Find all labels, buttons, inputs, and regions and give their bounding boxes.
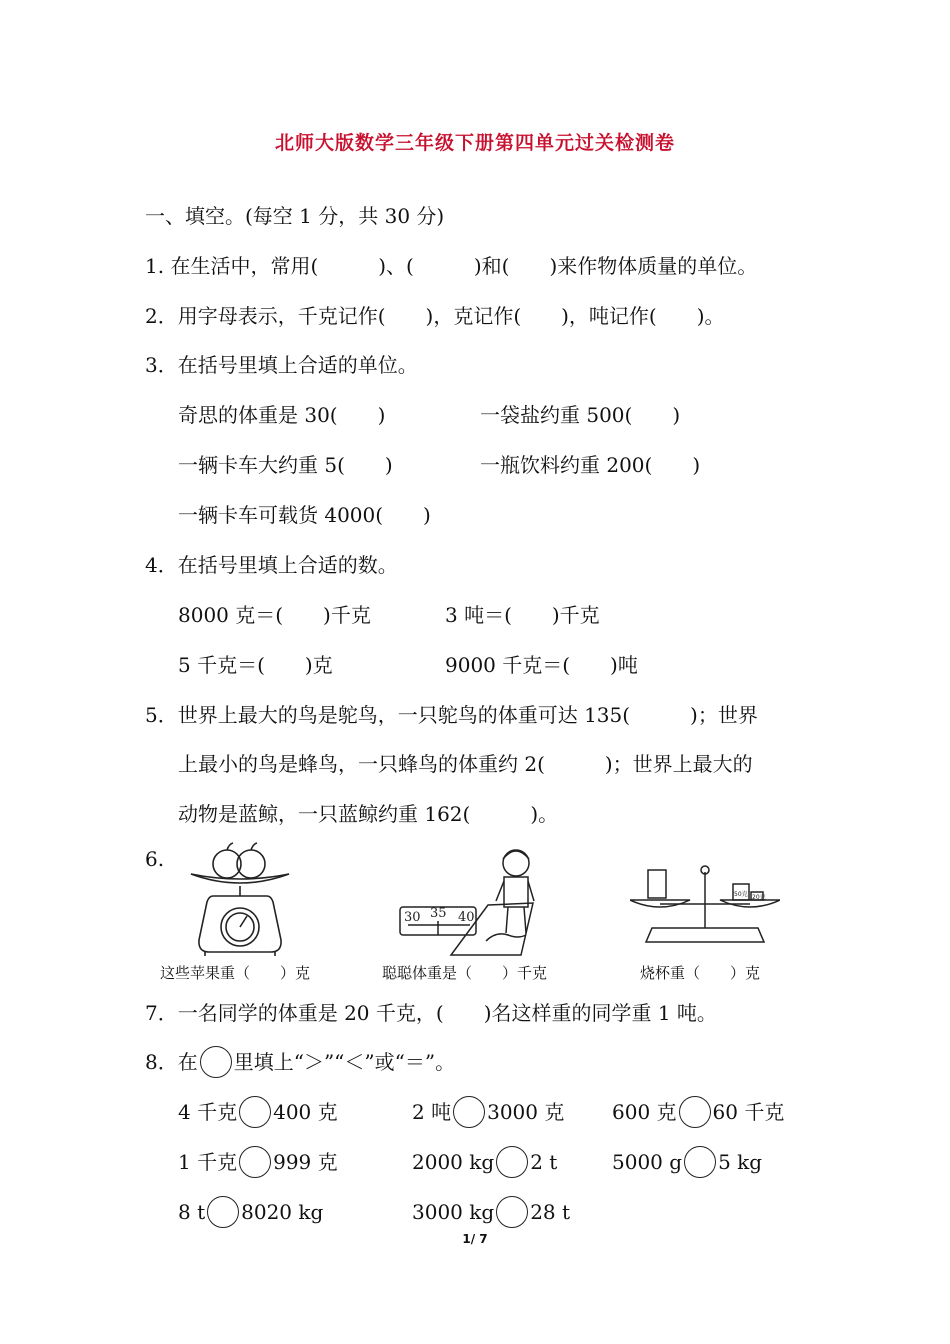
compare-item: 5000 g 5 kg xyxy=(612,1148,762,1178)
apple-scale-illustration xyxy=(185,842,295,960)
question-3-stem: 3．在括号里填上合适的单位。 xyxy=(145,353,418,377)
question-4-item: 8000 克＝( )千克 xyxy=(178,603,371,627)
balance-scale-illustration xyxy=(630,852,780,952)
compare-circle[interactable] xyxy=(207,1196,239,1228)
boy-head-icon xyxy=(503,850,529,876)
question-4-item: 5 千克＝( )克 xyxy=(178,653,333,677)
weight-label: 20克 xyxy=(752,894,766,901)
question-4-item: 9000 千克＝( )吨 xyxy=(445,653,638,677)
question-5-line: 上最小的鸟是蜂鸟，一只蜂鸟的体重约 2( )；世界上最大的 xyxy=(178,752,753,776)
compare-circle[interactable] xyxy=(684,1146,716,1178)
compare-item: 600 克 60 千克 xyxy=(612,1098,784,1128)
compare-circle[interactable] xyxy=(453,1096,485,1128)
section-heading: 一、填空。(每空 1 分，共 30 分) xyxy=(145,204,445,228)
question-3-item: 一袋盐约重 500( ) xyxy=(480,403,681,427)
weight-label: 50克 xyxy=(734,891,748,898)
compare-circle[interactable] xyxy=(679,1096,711,1128)
circle-blank-icon xyxy=(200,1046,232,1078)
question-3-item: 一辆卡车大约重 5( ) xyxy=(178,453,393,477)
question-4-stem: 4．在括号里填上合适的数。 xyxy=(145,553,398,577)
compare-circle[interactable] xyxy=(239,1146,271,1178)
compare-item: 2 吨 3000 克 xyxy=(412,1098,564,1128)
question-7: 7．一名同学的体重是 20 千克，( )名这样重的同学重 1 吨。 xyxy=(145,1001,717,1025)
scale-number: 35 xyxy=(430,906,447,921)
question-6-number: 6. xyxy=(145,847,165,871)
scale-number: 30 xyxy=(404,910,421,925)
compare-item: 2000 kg 2 t xyxy=(412,1148,557,1178)
compare-circle[interactable] xyxy=(496,1196,528,1228)
compare-item: 4 千克 400 克 xyxy=(178,1098,338,1128)
question-3-item: 一瓶饮料约重 200( ) xyxy=(480,453,701,477)
question-8-stem: 8．在 里填上“＞”“＜”或“＝”。 xyxy=(145,1048,455,1078)
boy-caption: 聪聪体重是（ ）千克 xyxy=(382,964,548,982)
question-2: 2．用字母表示，千克记作( )，克记作( )，吨记作( )。 xyxy=(145,304,725,328)
question-3-item: 一辆卡车可载货 4000( ) xyxy=(178,503,431,527)
question-1: 1. 在生活中，常用( )、( )和( )来作物体质量的单位。 xyxy=(145,254,758,278)
question-4-item: 3 吨＝( )千克 xyxy=(445,603,600,627)
page-number: 1/ 7 xyxy=(462,1232,488,1246)
body-scale-illustration xyxy=(398,845,558,960)
question-3-item: 奇思的体重是 30( ) xyxy=(178,403,386,427)
scale-number: 40 xyxy=(458,910,475,925)
compare-item: 8 t 8020 kg xyxy=(178,1198,323,1228)
page-title: 北师大版数学三年级下册第四单元过关检测卷 xyxy=(274,132,675,154)
compare-circle[interactable] xyxy=(496,1146,528,1178)
compare-item: 3000 kg 28 t xyxy=(412,1198,570,1228)
question-5-line: 5．世界上最大的鸟是鸵鸟，一只鸵鸟的体重可达 135( )；世界 xyxy=(145,703,758,727)
beaker-caption: 烧杯重（ ）克 xyxy=(640,964,761,982)
compare-item: 1 千克 999 克 xyxy=(178,1148,338,1178)
compare-circle[interactable] xyxy=(239,1096,271,1128)
beaker-icon xyxy=(648,870,666,898)
question-5-line: 动物是蓝鲸，一只蓝鲸约重 162( )。 xyxy=(178,802,559,826)
apple-caption: 这些苹果重（ ）克 xyxy=(160,964,311,982)
